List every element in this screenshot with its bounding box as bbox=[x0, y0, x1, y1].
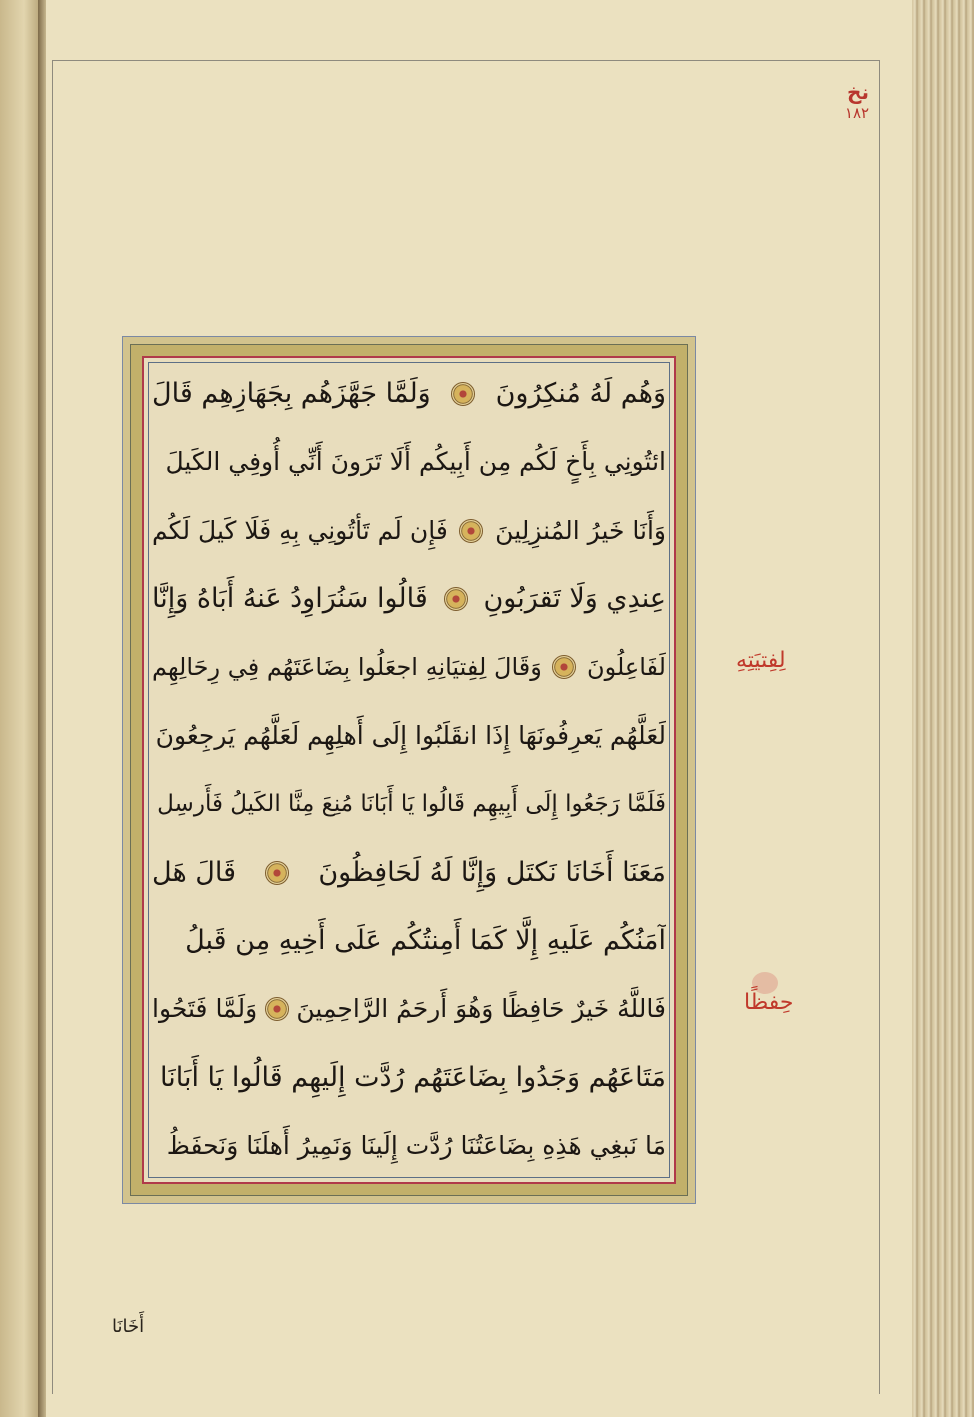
text-line-11 bbox=[152, 1052, 666, 1104]
verse-marker-rosette bbox=[552, 655, 576, 679]
line-segment: لَعَلَّهُم يَعرِفُونَهَا إِذَا انقَلَبُوا إِلَى أَهلِهِم لَعَلَّهُم يَرجِعُونَ bbox=[155, 720, 666, 750]
text-line-3 bbox=[152, 505, 666, 557]
line-segment: ائتُونِي بِأَخٍ لَكُم مِن أَبِيكُم أَلَا تَرَونَ أَنِّي أُوفِي الكَيلَ bbox=[165, 447, 666, 477]
text-line-9 bbox=[152, 915, 666, 967]
text-line-12 bbox=[152, 1120, 666, 1172]
line-segment: مَا نَبغِي هَذِهِ بِضَاعَتُنَا رُدَّت إِلَينَا وَنَمِيرُ أَهلَنَا وَنَحفَظُ bbox=[166, 1130, 666, 1160]
catchword: أَخَانَا bbox=[112, 1316, 145, 1337]
line-segment: فَاللَّهُ خَيرٌ حَافِظًا وَهُوَ أَرحَمُ الرَّاحِمِينَ bbox=[296, 994, 666, 1024]
line-segment: قَالُوا سَنُرَاوِدُ عَنهُ أَبَاهُ وَإِنَّا bbox=[152, 583, 428, 615]
line-segment: وَهُم لَهُ مُنكِرُونَ bbox=[495, 378, 666, 409]
text-line-10 bbox=[152, 983, 666, 1035]
text-line-8 bbox=[152, 847, 666, 899]
line-segment: قَالَ هَل bbox=[152, 856, 237, 888]
previous-page-edge bbox=[0, 0, 40, 1417]
text-line-2 bbox=[152, 436, 666, 488]
verse-marker-rosette bbox=[459, 519, 483, 543]
illuminated-text-block bbox=[122, 336, 696, 1204]
verse-marker-rosette bbox=[265, 861, 289, 885]
folio-number: ١٨٢ bbox=[844, 104, 870, 122]
line-segment: مَعَنَا أَخَانَا نَكتَل وَإِنَّا لَهُ لَحَافِظُونَ bbox=[318, 856, 666, 888]
text-line-6 bbox=[152, 710, 666, 762]
text-line-1 bbox=[152, 368, 666, 420]
folio-abjad-number: نخ bbox=[847, 80, 869, 104]
text-lines bbox=[152, 368, 666, 1172]
marginal-correction-note: حِفظًا bbox=[744, 990, 794, 1015]
line-segment: وَلَمَّا فَتَحُوا bbox=[152, 994, 258, 1024]
line-segment: آمَنُكُم عَلَيهِ إِلَّا كَمَا أَمِنتُكُم عَلَى أَخِيهِ مِن قَبلُ bbox=[185, 924, 666, 956]
line-segment: فَإِن لَم تَأتُونِي بِهِ فَلَا كَيلَ لَكُم bbox=[152, 515, 448, 545]
line-segment: فَلَمَّا رَجَعُوا إِلَى أَبِيهِم قَالُوا يَا أَبَانَا مُنِعَ مِنَّا الكَيلُ فَأَرسِل bbox=[157, 791, 666, 818]
text-line-4 bbox=[152, 573, 666, 625]
line-segment: وَلَمَّا جَهَّزَهُم بِجَهَازِهِم قَالَ bbox=[152, 378, 431, 409]
verse-marker-rosette bbox=[451, 382, 475, 406]
line-segment: مَتَاعَهُم وَجَدُوا بِضَاعَتَهُم رُدَّت إِلَيهِم قَالُوا يَا أَبَانَا bbox=[159, 1061, 666, 1093]
line-segment: عِندِي وَلَا تَقرَبُونِ bbox=[483, 583, 666, 615]
text-line-7 bbox=[152, 778, 666, 830]
verse-marker-rosette bbox=[444, 587, 468, 611]
line-segment: وَقَالَ لِفِتيَانِهِ اجعَلُوا بِضَاعَتَهُم فِي رِحَالِهِم bbox=[152, 653, 542, 682]
text-panel bbox=[142, 356, 676, 1184]
marginal-correction-note: لِفِتيَتِهِ bbox=[736, 648, 786, 673]
book-fore-edge bbox=[912, 0, 974, 1417]
line-segment: لَفَاعِلُونَ bbox=[586, 653, 666, 682]
verse-marker-rosette bbox=[265, 997, 289, 1021]
line-segment: وَأَنَا خَيرُ المُنزِلِينَ bbox=[495, 515, 666, 545]
text-line-5 bbox=[152, 641, 666, 693]
